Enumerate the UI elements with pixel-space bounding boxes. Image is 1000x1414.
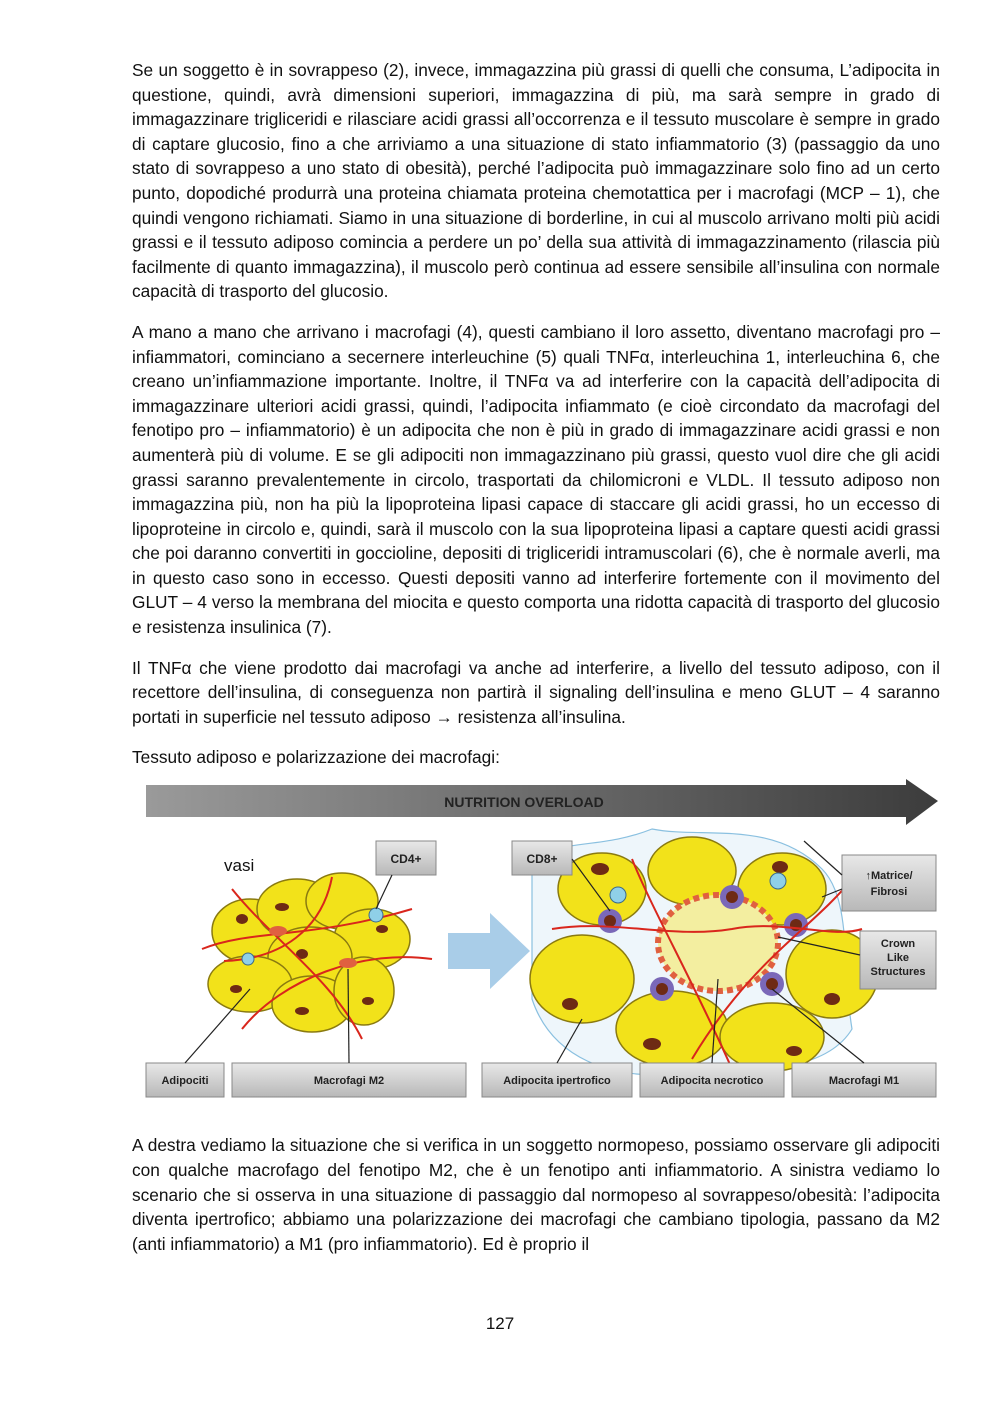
paragraph-2: A mano a mano che arrivano i macrofagi (4), questi cambiano il loro assetto, diventano macrofagi pro – infiammatori, cominciano a secernere interleuchine (5) quali TNFα, interleuchina 1, interleuchina 6, che creano un’infiammazione importante. Inoltre, il TNFα va ad interferire con la capacità dell’adipocita di immagazzinare ulteriori acidi grassi, quindi, l’adipocita infiammato (e cioè circondato da macrofagi del fenotipo pro – infiammatorio) è un adipocita che non è più in grado di immagazzinare acidi grassi e non aumenterà più di volume. E se gli adipociti non immagazzinano più grassi, questo vuol dire che gli acidi grassi saranno prevalentemente in circolo, trasportati da chilomicroni e VLDL. Il tessuto adiposo non immagazzina più, non ha più la lipoproteina lipasi capace di staccare gli acidi grassi, ho un eccesso di lipoproteine in circolo e, quindi, sarà il muscolo con la sua lipoproteina lipasi a captare questi acidi grassi che poi daranno convertiti in goccioline, depositi di trigliceridi intramuscolari (6), che è normale averli, ma in questo caso sono in eccesso. Questi depositi vanno ad interferire fortemente con il movimento del GLUT – 4 verso la membrana del miocita e questo comporta una ridotta capacità di trasporto del glucosio e resistenza insulinica (7).	[132, 321, 940, 638]
figure-illustration	[132, 779, 938, 1103]
page-number: 127	[485, 1314, 515, 1333]
page-content	[132, 58, 940, 1272]
svg-text:Adipocita ipertrofico: Adipocita ipertrofico	[503, 1075, 611, 1088]
cd4-label-box	[376, 841, 436, 909]
svg-text:Fibrosi: Fibrosi	[870, 886, 908, 899]
vasi-label: vasi	[224, 856, 255, 876]
transition-arrow	[448, 913, 530, 989]
svg-text:↑Matrice/: ↑Matrice/	[865, 870, 913, 883]
svg-text:Like: Like	[886, 952, 910, 965]
svg-text:Macrofagi M2: Macrofagi M2	[313, 1075, 385, 1088]
svg-text:Adipocita necrotico: Adipocita necrotico	[660, 1075, 764, 1088]
obese-adipose-tissue	[530, 829, 878, 1075]
banner-label: NUTRITION OVERLOAD	[444, 794, 604, 811]
normal-adipose-tissue	[202, 856, 432, 1039]
svg-text:Adipociti: Adipociti	[161, 1075, 209, 1088]
paragraph-1: Se un soggetto è in sovrappeso (2), invece, immagazzina più grassi di quelli che consuma, L’adipocita in questione, quindi, avrà dimensioni superiori, immagazzina di più, ma sarà sempre in grado di immagazzinare trigliceridi e rilasciare acidi grassi all’occorrenza e il tessuto muscolare è sempre in grado di captare glucosio, fino a che arriviamo a una situazione di stato infiammatorio (3) (passaggio da uno stato di sovrappeso a uno stato di obesità), perché l’adipocita può immagazzinare solo fino ad un certo punto, dopodiché produrrà una proteina chiamata proteina chemotattica per i macrofagi (MCP – 1), che quindi vengono richiamati. Siamo in una situazione di borderline, in cui al muscolo arrivano molti più acidi grassi e il tessuto adiposo comincia a perdere un po’ della sua attività di immagazzinamento (rilascia più facilmente di quanto immagazzina), il muscolo però continua ad essere sensibile all’insulina con normale capacità di trasporto del glucosio.	[132, 60, 940, 302]
paragraph-after-figure: A destra vediamo la situazione che si verifica in un soggetto normopeso, possiamo osservare gli adipociti con qualche macrofago del fenotipo M2, che è un fenotipo anti infiammatorio. A sinistra vediamo lo scenario che si osserva in una situazione di passaggio dal normopeso al sovrappeso/obesità: l’adipocita diventa ipertrofico; abbiamo una polarizzazione dei macrofagi che cambiano tipologia, passano da M2 (anti infiammatorio) a M1 (pro infiammatorio). Ed è proprio il	[132, 1135, 940, 1254]
figure-adipose-macrophage	[132, 779, 938, 1103]
paragraph-3: Il TNFα che viene prodotto dai macrofagi va anche ad interferire, a livello del tessuto adiposo, con il recettore dell’insulina, di conseguenza non partirà il signaling dell’insulina e meno GLUT – 4 saranno portati in superficie nel tessuto adiposo → resistenza all’insulina.	[132, 657, 940, 727]
svg-text:Macrofagi M1: Macrofagi M1	[828, 1075, 900, 1088]
svg-text:Crown: Crown	[880, 938, 916, 951]
svg-text:Structures: Structures	[870, 966, 926, 979]
svg-text:CD8+: CD8+	[526, 852, 558, 867]
svg-text:CD4+: CD4+	[390, 852, 422, 867]
figure-caption: Tessuto adiposo e polarizzazione dei macrofagi:	[132, 747, 500, 768]
